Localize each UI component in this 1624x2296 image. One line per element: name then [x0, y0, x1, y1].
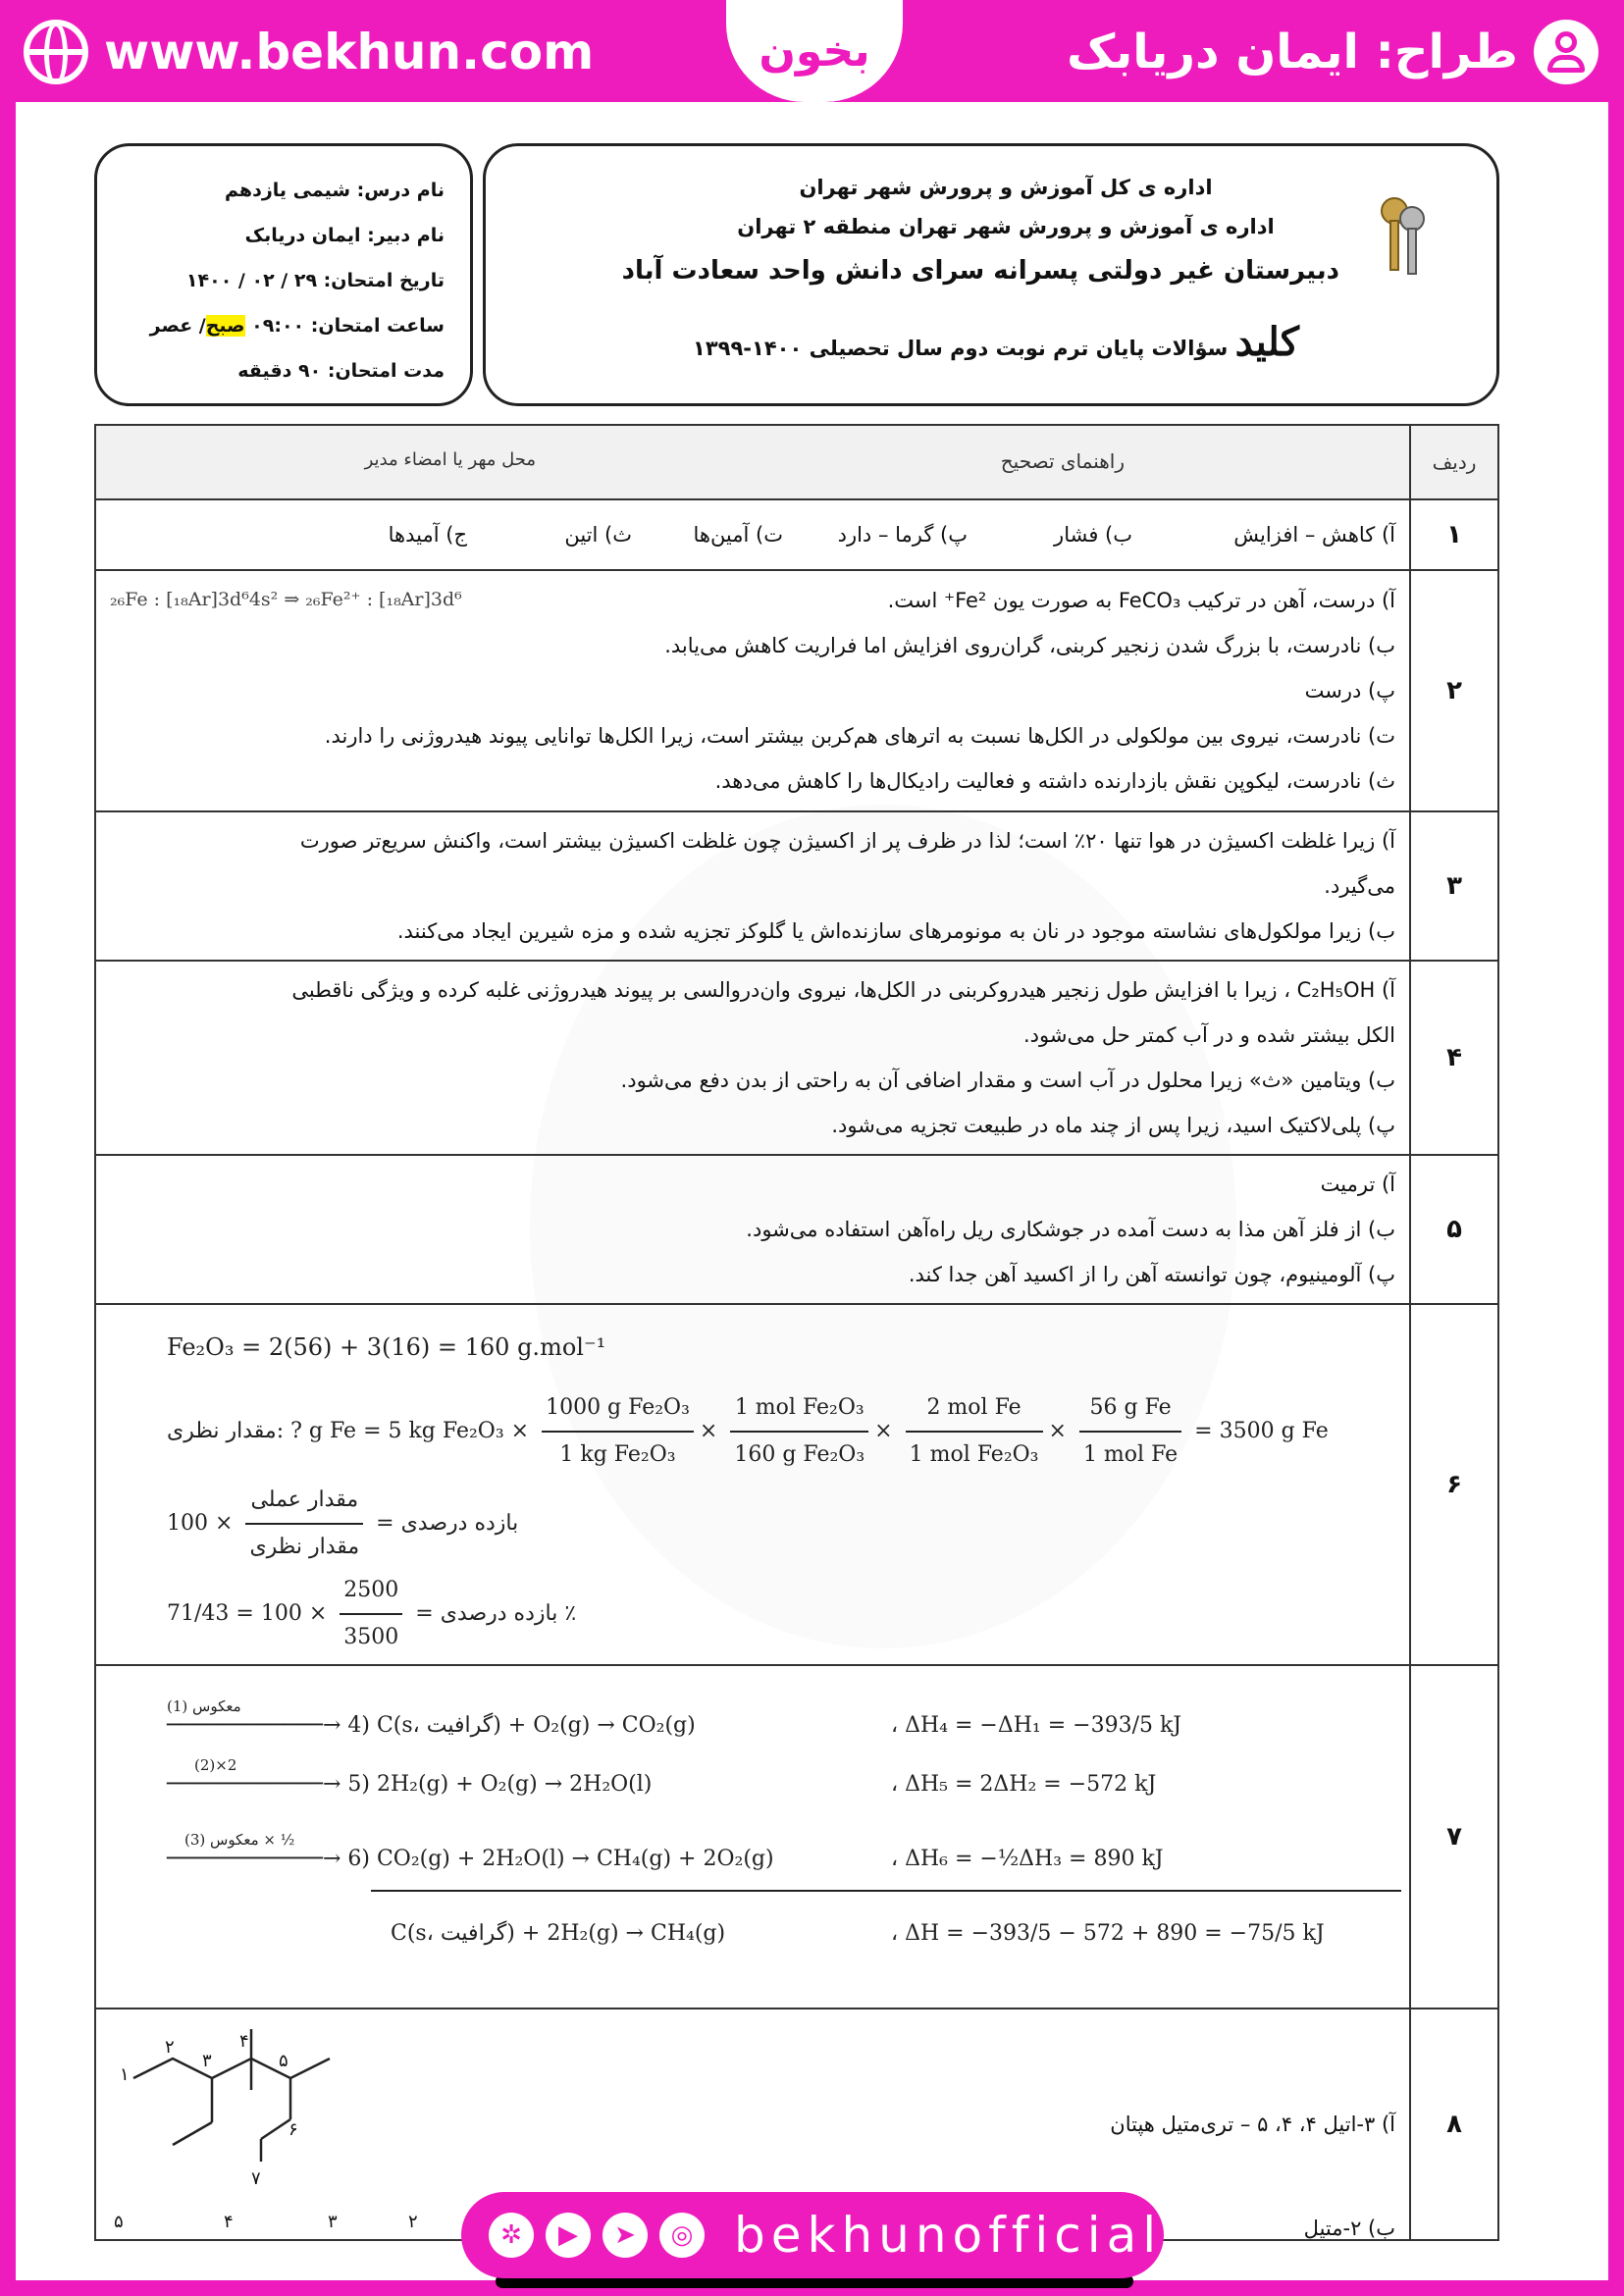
row-content [95, 1665, 1410, 2009]
table-row [95, 1665, 1498, 2009]
answer-line: آ) C₂H₅OH ، زیرا با افزایش طول زنجیر هیدروکربنی در الکل‌ها، نیروی وان‌دروالسی بر پیوند هیدروژنی غلبه کرده و ویژگی ناقطبی [291, 978, 1395, 1002]
frac-num: 1 mol Fe₂O₃ [730, 1385, 868, 1433]
reaction-arrow: ────────────→ [167, 1713, 348, 1738]
header-cell [95, 425, 1410, 499]
school-line-3: دبیرستان غیر دولتی پسرانه سرای دانش واحد سعادت آباد [621, 256, 1339, 286]
frac-den: 1 kg Fe₂O₃ [559, 1442, 676, 1467]
fraction [542, 1385, 694, 1478]
reaction: 5) 2H₂(g) + O₂(g) → 2H₂O(l) [347, 1772, 653, 1797]
overall-reaction: C(s، گرافیت) + 2H₂(g) → CH₄(g) [391, 1921, 726, 1946]
answer-line: آ) ۳-اتیل ۴، ۴، ۵ – تری‌متیل هپتان [1110, 2113, 1395, 2136]
logo-mark: بخون [759, 26, 870, 77]
answer-item: آ) کاهش – افزایش [1233, 523, 1395, 547]
exam-time [150, 315, 445, 337]
row-number: ۸ [1410, 2009, 1498, 2240]
frac-num: 2500 [340, 1568, 402, 1615]
row-number: ۱ [1410, 499, 1498, 570]
teacher-name: نام دبیر: ایمان دریابک [244, 225, 445, 246]
answer-item: ب) فشار [1054, 523, 1132, 547]
frac-num: 56 g Fe [1079, 1385, 1181, 1433]
enthalpy: ، ΔH₄ = −ΔH₁ = −393/5 kJ [891, 1713, 1182, 1738]
carbon-label: ۷ [251, 2168, 261, 2189]
reaction-line [167, 1703, 696, 1748]
yield-label: بازده درصدی = [415, 1601, 558, 1626]
reaction-arrow: ────────────→ [167, 1772, 348, 1797]
answer-line: پ) درست [1304, 679, 1395, 703]
reaction: 6) CO₂(g) + 2H₂O(l) → CH₄(g) + 2O₂(g) [347, 1847, 774, 1871]
yield-label: بازده درصدی = [376, 1511, 519, 1536]
chain-number: ۳ [328, 2212, 338, 2232]
social-handle: bekhunofficial [734, 2207, 1163, 2264]
answer-line: ث) نادرست، لیکوپن نقش بازدارنده داشته و فعالیت رادیکال‌ها را کاهش می‌دهد. [714, 769, 1395, 793]
row-number: ۶ [1410, 1304, 1498, 1665]
reaction-line [167, 1762, 652, 1807]
table-row [95, 811, 1498, 961]
col-stamp: محل مهر یا امضاء مدیر [364, 449, 536, 470]
answer-line: ب) ویتامین «ث» زیرا محلول در آب است و مقدار اضافی آن به راحتی از بدن دفع می‌شود. [620, 1069, 1395, 1092]
arrow-label: معکوس (1) [167, 1697, 241, 1715]
sum-divider [371, 1890, 1401, 1892]
answer-line: ب) از فلز آهن مذا به دست آمده در جوشکاری ریل راه‌آهن استفاده می‌شود. [746, 1218, 1395, 1241]
stoichiometry-equation: مقدار نظری: ? g Fe = 5 kg Fe₂O₃ × $\frac{\text{1000 g Fe₂O₃}}{\text{1 kg Fe₂O₃}}$ × $\frac{\text{1 mol Fe₂O₃}}{\text{160 g Fe₂O₃}}$ × $\frac{\text{2 mol Fe}}{\text{1 mol Fe₂O₃}}$ × $\frac{\text{56 g Fe}}{\text{1 mol Fe}}$ = 3500 g Fe [167, 1385, 1329, 1478]
carbon-label: ۱ [120, 2064, 130, 2085]
frac-den: 160 g Fe₂O₃ [734, 1442, 865, 1467]
answer-line: ب) زیرا مولکول‌های نشاسته موجود در نان به مونومرهای سازنده‌اش یا گلوکز تجزیه شده و مزه شیرین ایجاد می‌کنند. [396, 919, 1395, 943]
school-line-2: اداره ی آموزش و پرورش شهر تهران منطقه ۲ تهران [737, 215, 1275, 238]
frac-den: مقدار نظری [249, 1535, 360, 1559]
answer-item: ج) آمیدها [388, 523, 467, 547]
table-header [95, 425, 1498, 499]
yield-calculation [167, 1568, 576, 1660]
table-row [95, 570, 1498, 811]
row-number: ۳ [1410, 811, 1498, 961]
yield-formula [167, 1478, 518, 1570]
arrow-label: (2)×2 [194, 1756, 237, 1774]
row-content [95, 499, 1410, 570]
arrow-label: معکوس (3) × ½ [184, 1831, 295, 1849]
exam-title [692, 319, 1300, 365]
row-number: ۵ [1410, 1155, 1498, 1304]
answer-key-label: کلید [1234, 319, 1299, 365]
carbon-label: ۴ [239, 2031, 249, 2052]
enthalpy: ، ΔH₆ = −½ΔH₃ = 890 kJ [891, 1847, 1164, 1871]
answer-line: آ) درست، آهن در ترکیب FeCO₃ به صورت یون Fe²⁺ است. [887, 589, 1395, 612]
table-row [95, 961, 1498, 1155]
table-row [95, 499, 1498, 570]
carbon-label: ۵ [279, 2051, 288, 2071]
carbon-label: ۳ [202, 2051, 212, 2071]
frac-num: 1000 g Fe₂O₃ [542, 1385, 694, 1433]
exam-time-morning: صبح [205, 315, 245, 337]
frac-num: مقدار عملی [245, 1478, 363, 1525]
answer-line: ب) ۲-متیل [1303, 2217, 1395, 2240]
exam-date: تاریخ امتحان: ۲۹ / ۰۲ / ۱۴۰۰ [185, 270, 445, 291]
col-guide: راهنمای تصحیح [1000, 449, 1125, 473]
instagram-icon[interactable]: ◎ [659, 2213, 705, 2258]
film-icon[interactable]: ✲ [489, 2213, 534, 2258]
exam-time-prefix: ساعت امتحان: ۰۹:۰۰ [251, 315, 445, 337]
overall-enthalpy: ، ΔH = −393/5 − 572 + 890 = −75/5 kJ [891, 1921, 1325, 1946]
frac-den: 1 mol Fe₂O₃ [909, 1442, 1039, 1467]
enthalpy: ، ΔH₅ = 2ΔH₂ = −572 kJ [891, 1772, 1157, 1797]
answer-line: ب) نادرست، با بزرگ شدن زنجیر کربنی، گران‌روی افزایش اما فراریت کاهش می‌یابد. [664, 634, 1395, 657]
fraction [1079, 1385, 1181, 1478]
answer-line: الکل بیشتر شده و در آب کمتر حل می‌شود. [1022, 1023, 1395, 1047]
designer-text: طراح: ایمان دریابک [1067, 25, 1518, 79]
row-number: ۷ [1410, 1665, 1498, 2009]
stoich-prefix: مقدار نظری: ? g Fe = 5 kg Fe₂O₃ × [167, 1419, 530, 1443]
table-row [95, 1155, 1498, 1304]
row-number: ۴ [1410, 961, 1498, 1155]
fraction [245, 1478, 363, 1570]
answer-line: پ) پلی‌لاکتیک اسید، زیرا پس از چند ماه در طبیعت تجزیه می‌شود. [831, 1114, 1395, 1137]
electron-config: ₂₆Fe : [₁₈Ar]3d⁶4s² ⇒ ₂₆Fe²⁺ : [₁₈Ar]3d⁶ [110, 589, 462, 610]
chain-number: ۴ [224, 2212, 234, 2232]
answer-line: آ) زیرا غلظت اکسیژن در هوا تنها ۲۰٪ است؛ لذا در ظرف پر از اکسیژن چون غلظت اکسیژن بیشتر است، واکنش سریع‌تر صورت [299, 829, 1395, 853]
youtube-icon[interactable]: ▶ [546, 2213, 591, 2258]
website-text: www.bekhun.com [104, 24, 595, 80]
answer-item: ت) آمین‌ها [693, 523, 783, 547]
reaction-arrow: ────────────→ [167, 1847, 348, 1871]
times-100: × 100 [167, 1511, 234, 1536]
row-content [95, 570, 1410, 811]
answer-line: می‌گیرد. [1324, 874, 1395, 898]
answer-line: آ) ترمیت [1320, 1173, 1395, 1196]
frac-den: 3500 [343, 1625, 399, 1649]
row-number: ۲ [1410, 570, 1498, 811]
exam-duration: مدت امتحان: ۹۰ دقیقه [237, 360, 445, 382]
answer-table [94, 424, 1499, 2241]
carbon-label: ۶ [288, 2119, 298, 2140]
frac-den: 1 mol Fe [1082, 1442, 1179, 1467]
answer-line: پ) آلومینیوم، چون توانسته آهن را از اکسید آهن جدا کند. [908, 1263, 1395, 1286]
chain-number: ۲ [408, 2212, 418, 2232]
frac-num: 2 mol Fe [906, 1385, 1043, 1433]
answer-line: ت) نادرست، نیروی بین مولکولی در الکل‌ها نسبت به اترهای هم‌کربن بیشتر است، زیرا الکل‌ها توانایی پیوند هیدروژنی را دارند. [324, 724, 1395, 748]
exam-info-box [94, 143, 473, 406]
reaction-line [167, 1837, 774, 1882]
social-footer[interactable] [461, 2192, 1164, 2278]
fraction [340, 1568, 402, 1660]
molar-mass-equation: Fe₂O₃ = 2(56) + 3(16) = 160 g.mol⁻¹ [167, 1333, 606, 1361]
exam-time-suffix: / عصر [149, 315, 206, 337]
keys-icon [1373, 193, 1432, 282]
school-box [483, 143, 1499, 406]
answer-item: پ) گرما – دارد [837, 523, 968, 547]
telegram-icon[interactable]: ➤ [602, 2213, 648, 2258]
course-name: نام درس: شیمی یازدهم [225, 180, 445, 201]
row-content [95, 811, 1410, 961]
col-row: ردیف [1410, 425, 1498, 499]
carbon-label: ۲ [165, 2037, 175, 2058]
fraction [730, 1385, 868, 1478]
reaction: 4) C(s، گرافیت) + O₂(g) → CO₂(g) [347, 1713, 696, 1738]
fraction [906, 1385, 1043, 1478]
yield-result: × 100 = 71/43 ٪ [167, 1601, 577, 1626]
school-line-1: اداره ی کل آموزش و پرورش شهر تهران [799, 176, 1213, 199]
row-content [95, 1155, 1410, 1304]
stoich-result: = 3500 g Fe [1194, 1419, 1329, 1443]
table-row [95, 1304, 1498, 1665]
chain-number: ۵ [114, 2212, 124, 2232]
exam-title-text: سؤالات پایان ترم نوبت دوم سال تحصیلی ۱۴۰۰-۱۳۹۹ [693, 337, 1229, 360]
answer-item: ث) اتین [564, 523, 632, 547]
row-content [95, 1304, 1410, 1665]
row-content [95, 961, 1410, 1155]
